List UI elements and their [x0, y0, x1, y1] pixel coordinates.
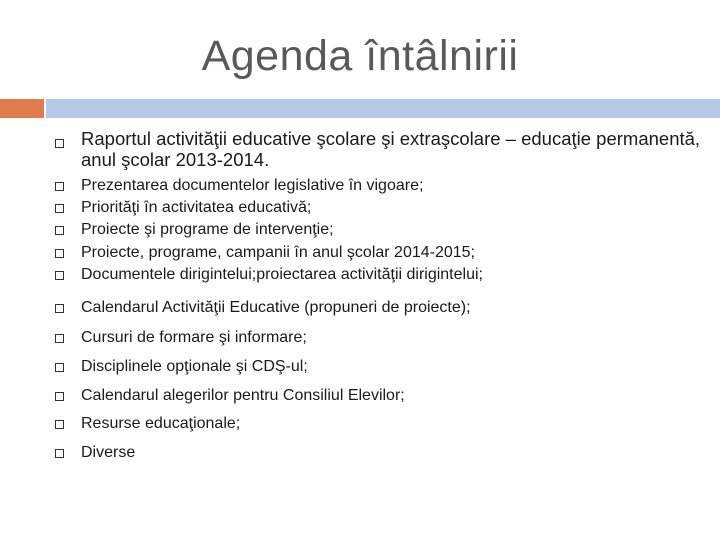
list-item-text: Cursuri de formare şi informare;	[81, 329, 307, 346]
list-item-text: Disciplinele opţionale şi CDŞ-ul;	[81, 358, 308, 375]
square-outline-icon	[55, 304, 64, 313]
list-item-text: Resurse educaţionale;	[81, 415, 241, 432]
list-item-text: Priorităţi în activitatea educativă;	[81, 199, 312, 216]
list-item-text: Proiecte şi programe de intervenţie;	[81, 221, 334, 238]
square-outline-icon	[55, 392, 64, 401]
square-outline-icon	[55, 182, 64, 191]
square-outline-icon	[55, 449, 64, 458]
square-outline-icon	[55, 363, 64, 372]
square-outline-icon	[55, 139, 64, 148]
square-outline-icon	[55, 334, 64, 343]
list-item-text: Documentele dirigintelui;proiectarea activităţii dirigintelui;	[81, 266, 483, 283]
square-outline-icon	[55, 226, 64, 235]
list-item-text: Proiecte, programe, campanii în anul şcolar 2014-2015;	[81, 244, 475, 261]
list-item-text: Raportul activităţii educative şcolare şi extraşcolare – educaţie permanentă, anul şcolar 2013-2014.	[81, 128, 701, 170]
list-item-text: Calendarul Activităţii Educative (propuneri de proiecte);	[81, 299, 471, 316]
square-outline-icon	[55, 249, 64, 258]
square-outline-icon	[55, 420, 64, 429]
list-item-text: Prezentarea documentelor legislative în vigoare;	[81, 177, 424, 194]
list-item-text: Calendarul alegerilor pentru Consiliul Elevilor;	[81, 387, 405, 404]
list-item-text: Diverse	[81, 444, 136, 461]
square-outline-icon	[55, 271, 64, 280]
square-outline-icon	[55, 204, 64, 213]
slide-title: Agenda întâlnirii	[201, 32, 519, 80]
